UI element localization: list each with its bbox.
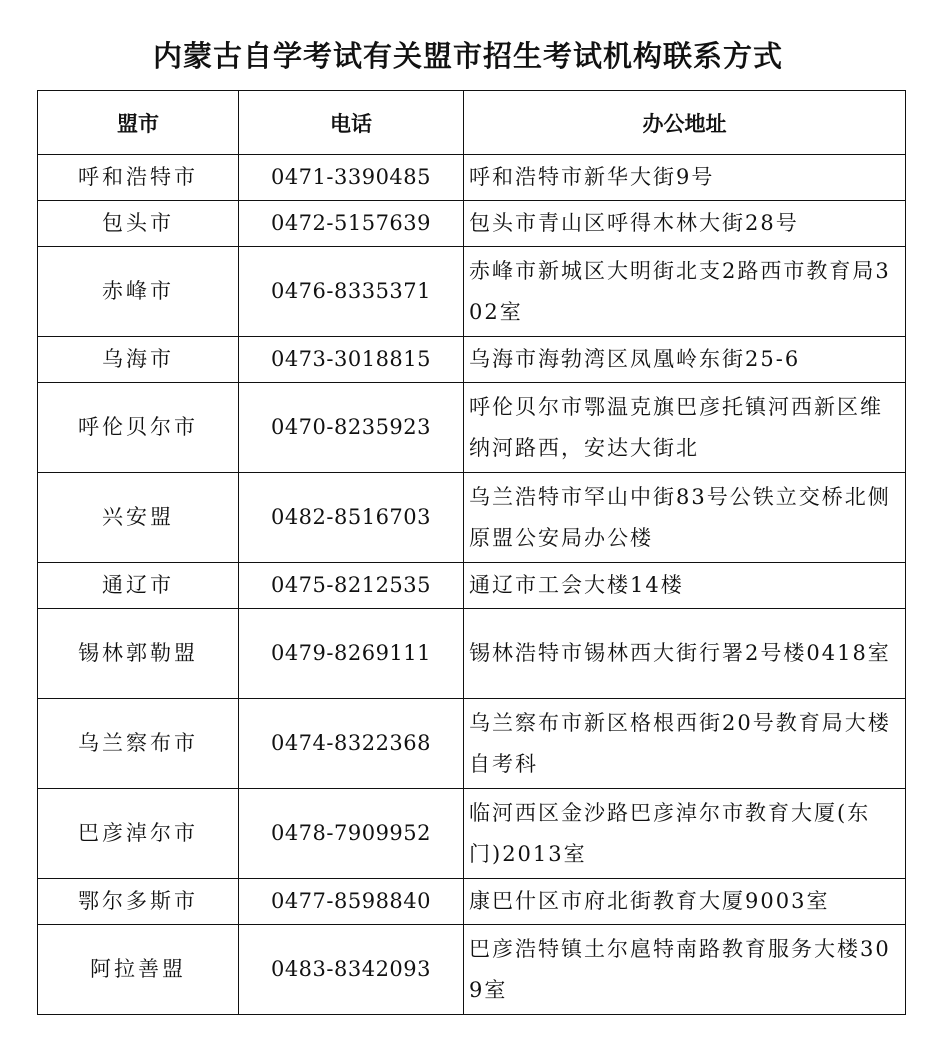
- table-row: [38, 609, 906, 699]
- phone-cell: 0473-3018815: [239, 337, 464, 383]
- address-cell: 通辽市工会大楼14楼: [464, 563, 906, 609]
- address-cell: 乌海市海勃湾区凤凰岭东街25-6: [464, 337, 906, 383]
- table-row: [38, 337, 906, 383]
- phone-cell: 0483-8342093: [239, 925, 464, 1015]
- city-cell: 巴彦淖尔市: [38, 789, 239, 879]
- phone-cell: 0477-8598840: [239, 879, 464, 925]
- city-cell: 包头市: [38, 201, 239, 247]
- table-row: [38, 789, 906, 879]
- city-cell: 阿拉善盟: [38, 925, 239, 1015]
- address-cell: 乌兰浩特市罕山中街83号公铁立交桥北侧原盟公安局办公楼: [464, 473, 906, 563]
- address-cell: 锡林浩特市锡林西大街行署2号楼0418室: [464, 609, 906, 699]
- table-row: [38, 201, 906, 247]
- page-title: 内蒙古自学考试有关盟市招生考试机构联系方式: [152, 39, 783, 73]
- city-cell: 乌兰察布市: [38, 699, 239, 789]
- column-header-phone: 电话: [239, 91, 464, 155]
- table-row: [38, 247, 906, 337]
- phone-cell: 0482-8516703: [239, 473, 464, 563]
- phone-cell: 0479-8269111: [239, 609, 464, 699]
- table-row: [38, 563, 906, 609]
- table-row: [38, 155, 906, 201]
- contacts-table: [37, 90, 906, 1015]
- column-header-address: 办公地址: [464, 91, 906, 155]
- table-header-row: [38, 91, 906, 155]
- address-cell: 临河西区金沙路巴彦淖尔市教育大厦(东门)2013室: [464, 789, 906, 879]
- phone-cell: 0476-8335371: [239, 247, 464, 337]
- city-cell: 呼和浩特市: [38, 155, 239, 201]
- city-cell: 鄂尔多斯市: [38, 879, 239, 925]
- column-header-city: 盟市: [38, 91, 239, 155]
- address-cell: 赤峰市新城区大明街北支2路西市教育局302室: [464, 247, 906, 337]
- city-cell: 赤峰市: [38, 247, 239, 337]
- phone-cell: 0472-5157639: [239, 201, 464, 247]
- table-row: [38, 879, 906, 925]
- address-cell: 乌兰察布市新区格根西街20号教育局大楼自考科: [464, 699, 906, 789]
- table-row: [38, 699, 906, 789]
- city-cell: 锡林郭勒盟: [38, 609, 239, 699]
- phone-cell: 0478-7909952: [239, 789, 464, 879]
- table-row: [38, 383, 906, 473]
- address-cell: 呼和浩特市新华大街9号: [464, 155, 906, 201]
- table-row: [38, 473, 906, 563]
- city-cell: 乌海市: [38, 337, 239, 383]
- phone-cell: 0475-8212535: [239, 563, 464, 609]
- table-row: [38, 925, 906, 1015]
- address-cell: 包头市青山区呼得木林大街28号: [464, 201, 906, 247]
- phone-cell: 0470-8235923: [239, 383, 464, 473]
- city-cell: 兴安盟: [38, 473, 239, 563]
- phone-cell: 0474-8322368: [239, 699, 464, 789]
- address-cell: 巴彦浩特镇土尔扈特南路教育服务大楼309室: [464, 925, 906, 1015]
- address-cell: 康巴什区市府北街教育大厦9003室: [464, 879, 906, 925]
- city-cell: 呼伦贝尔市: [38, 383, 239, 473]
- phone-cell: 0471-3390485: [239, 155, 464, 201]
- address-cell: 呼伦贝尔市鄂温克旗巴彦托镇河西新区维纳河路西，安达大街北: [464, 383, 906, 473]
- city-cell: 通辽市: [38, 563, 239, 609]
